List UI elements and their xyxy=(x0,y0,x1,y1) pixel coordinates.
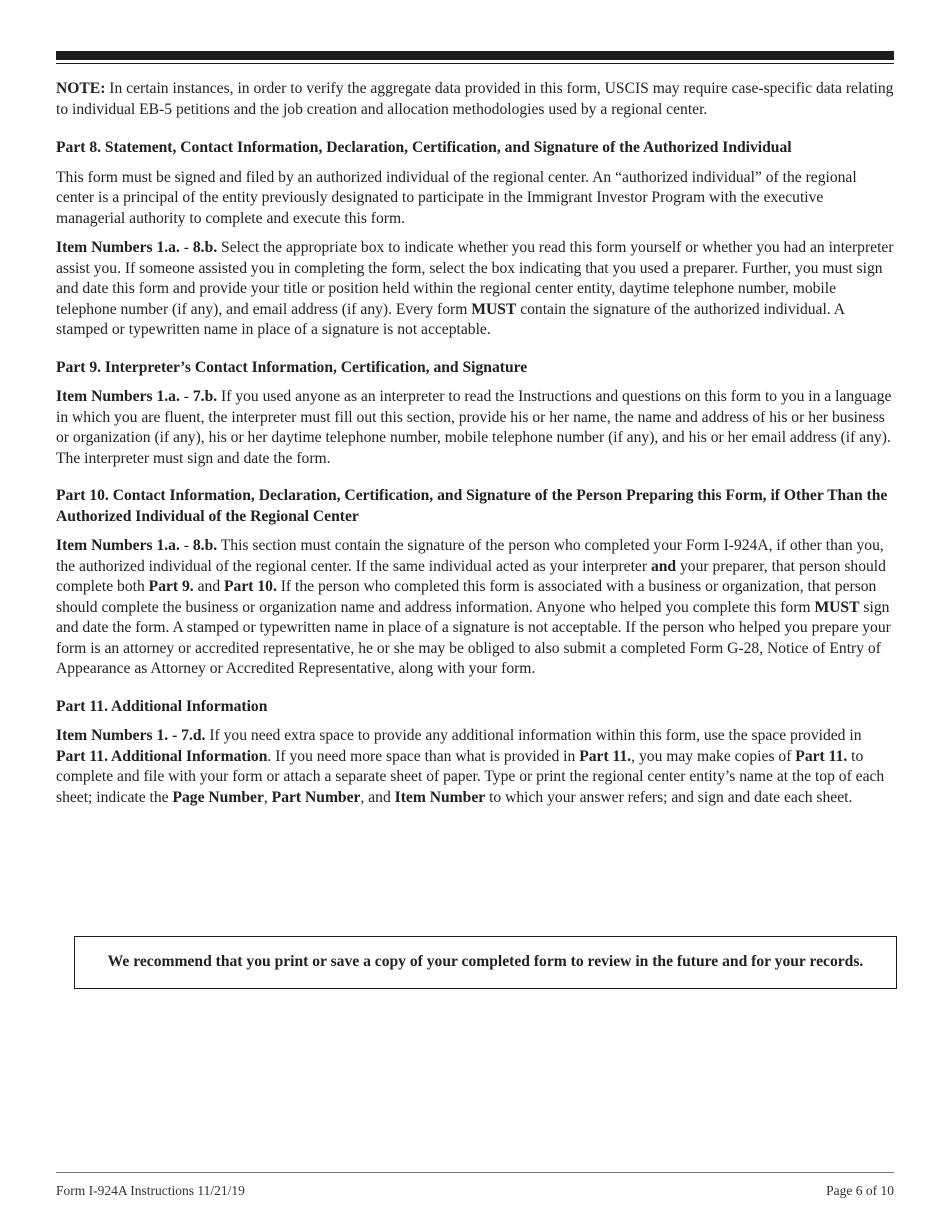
part9-item-text: If you used anyone as an interpreter to read the Instructions and questions on this form to you in a language in which you are fluent, the interpreter must fill out this section, provide his or her name, the name and address of his or her business or organization (if any), his or her daytime telephone number, mobile telephone number (if any), and his or her email address (if any). The interpreter must sign and date the form. xyxy=(56,388,892,467)
part11-text-6: to which your answer refers; and sign and date each sheet. xyxy=(485,788,853,806)
part8-must: MUST xyxy=(471,300,517,318)
part8-item-instructions xyxy=(56,238,894,341)
part9-item-instructions xyxy=(56,387,894,469)
part11-ref-part-number: Part Number xyxy=(271,788,361,806)
note-label: NOTE: xyxy=(56,80,106,97)
part10-must: MUST xyxy=(814,598,860,616)
note-text: In certain instances, in order to verify the aggregate data provided in this form, USCIS may require case-specific data relating to individual EB-5 petitions and the job creation and allocation methodologies used by a regional center. xyxy=(56,80,894,118)
part11-ref-additional-info: Part 11. Additional Information xyxy=(56,747,268,765)
part10-item-instructions xyxy=(56,536,894,680)
part11-ref-page-number: Page Number xyxy=(172,788,264,806)
part9-item-label-end: 7.b. xyxy=(192,388,218,405)
part9-heading: Part 9. Interpreter’s Contact Information, Certification, and Signature xyxy=(56,358,528,376)
part9-item-separator: - xyxy=(179,388,193,405)
top-divider-thin xyxy=(56,63,894,64)
part10-part9-ref: Part 9. xyxy=(148,578,194,595)
part10-text-3: and xyxy=(193,578,225,595)
part8-item-label-end: 8.b. xyxy=(192,239,218,256)
part11-ref-item-number: Item Number xyxy=(394,788,486,806)
note-paragraph xyxy=(56,79,894,120)
part11-ref-part11-a: Part 11. xyxy=(579,747,632,765)
part11-item-instructions xyxy=(56,726,894,808)
part10-text-1: This section must contain the signature of the person who completed your Form I-924A, if other than you, the authorized individual of the regional center. If the same individual acted as your interpreter xyxy=(56,537,884,575)
part11-text-1: If you need extra space to provide any additional information within this form, use the space provided in xyxy=(205,727,862,744)
footer-divider xyxy=(56,1172,894,1173)
part11-heading: Part 11. Additional Information xyxy=(56,697,268,715)
part10-item-label: Item Numbers 1.a. xyxy=(56,537,180,554)
part11-text-3: , you may make copies of xyxy=(631,747,796,765)
part8-item-separator: - xyxy=(179,239,193,256)
top-divider-thick xyxy=(56,51,894,60)
part8-heading: Part 8. Statement, Contact Information, Declaration, Certification, and Signature of the Authorized Individual xyxy=(56,139,792,156)
instructions-body xyxy=(56,79,894,817)
part10-item-label-end: 8.b. xyxy=(192,537,218,554)
part8-item-text-1: Select the appropriate box to indicate whether you read this form yourself or whether you had an interpreter assist you. If someone assisted you in completing the form, select the box indicating that you used a preparer. Further, you must sign and date this form and provide your title or position held within the regional center entity, daytime telephone number, mobile telephone number (if any), and email address (if any). Every form xyxy=(56,239,894,318)
part10-part10-ref: Part 10. xyxy=(224,578,277,595)
part11-item-label: Item Numbers 1. - 7.d. xyxy=(56,727,206,744)
part9-item-label: Item Numbers 1.a. xyxy=(56,388,180,405)
part11-text-2: . If you need more space than what is provided in xyxy=(267,747,580,765)
part8-intro: This form must be signed and filed by an authorized individual of the regional center. An “authorized individual” of the regional center is a principal of the entity previously designated to participate in the Immigrant Investor Program with the executive managerial authority to complete and execute this form. xyxy=(56,168,857,227)
part10-item-separator: - xyxy=(179,537,193,554)
part8-item-text-2: contain the signature of the authorized individual. A stamped or typewritten name in place of a signature is not acceptable. xyxy=(56,300,845,338)
part11-text-4: to complete and file with your form or attach a separate sheet of paper. Type or print the regional center entity’s name at the top of each sheet; indicate the xyxy=(56,747,885,806)
part11-ref-part11-b: Part 11. xyxy=(795,747,848,765)
part10-text-5: sign and date the form. A stamped or typewritten name in place of a signature is not acceptable. If the person who helped you prepare your form is an attorney or accredited representative, he or she may be obliged to also submit a completed Form G-28, Notice of Entry of Appearance as Attorney or Accredited Representative, along with your form. xyxy=(56,598,891,677)
part8-item-label: Item Numbers 1.a. xyxy=(56,239,180,256)
part10-and: and xyxy=(650,557,677,575)
part11-comma: , xyxy=(263,788,272,806)
footer-form-id: Form I-924A Instructions 11/21/19 xyxy=(56,1183,245,1198)
recommendation-text: We recommend that you print or save a copy of your completed form to review in the future and for your records. xyxy=(107,953,864,971)
part10-text-4: If the person who completed this form is associated with a business or organization, that person should complete the business or organization name and address information. Anyone who helped you complete this form xyxy=(56,578,877,616)
recommendation-box xyxy=(74,936,897,989)
part10-text-2: your preparer, that person should complete both xyxy=(56,557,886,595)
part10-heading: Part 10. Contact Information, Declaration, Certification, and Signature of the Person Preparing this Form, if Other Than the Authorized Individual of the Regional Center xyxy=(56,487,888,525)
footer-page-number: Page 6 of 10 xyxy=(826,1183,894,1198)
part11-text-5: , and xyxy=(360,788,395,806)
